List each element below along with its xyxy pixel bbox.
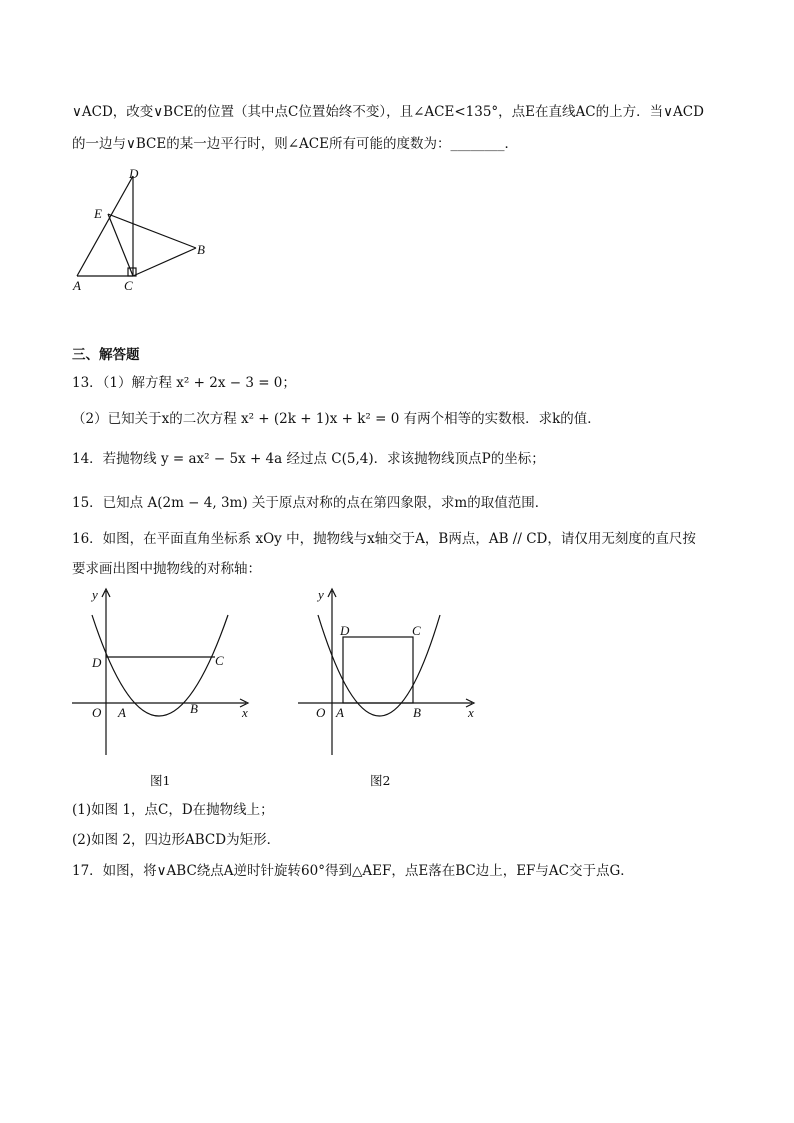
- fig1-label-A: A: [118, 705, 126, 720]
- q14: 14．若抛物线 y = ax² − 5x + 4a 经过点 C(5,4)．求该抛物线顶点P的坐标；: [72, 451, 545, 467]
- text-line-2: 的一边与∨BCE的某一边平行时，则∠ACE所有可能的度数为：________．: [72, 136, 518, 152]
- text-line-1: ∨ACD，改变∨BCE的位置（其中点C位置始终不变），且∠ACE<135°，点E在直线AC的上方．当∨ACD: [72, 104, 704, 120]
- label-B: B: [197, 242, 205, 257]
- fig1-label-x: x: [242, 705, 248, 720]
- fig1-caption: 图1: [150, 773, 171, 788]
- label-D: D: [129, 166, 139, 181]
- figure-1: [70, 585, 260, 795]
- q13-part2: （2）已知关于x的二次方程 x² + (2k + 1)x + k² = 0 有两个相等的实数根．求k的值．: [72, 411, 601, 427]
- fig1-label-D: D: [92, 655, 102, 670]
- q15: 15．已知点 A(2m − 4, 3m) 关于原点对称的点在第四象限，求m的取值范围．: [72, 495, 549, 511]
- fig1-label-C: C: [215, 653, 224, 668]
- fig2-label-O: O: [316, 705, 326, 720]
- label-A: A: [73, 278, 81, 293]
- fig2-label-A: A: [336, 705, 344, 720]
- q17: 17．如图，将∨ABC绕点A逆时针旋转60°得到△AEF，点E落在BC边上，EF与AC交于点G．: [72, 863, 634, 879]
- q16-sub1: (1)如图 1，点C，D在抛物线上；: [72, 802, 274, 818]
- label-E: E: [94, 206, 102, 221]
- figure-2: [292, 585, 482, 795]
- q16-line2: 要求画出图中抛物线的对称轴：: [72, 561, 261, 577]
- fig1-label-O: O: [92, 705, 102, 720]
- q13-part1: 13．（1）解方程 x² + 2x − 3 = 0；: [72, 375, 296, 391]
- fig2-caption: 图2: [370, 773, 391, 788]
- q16-line1: 16．如图，在平面直角坐标系 xOy 中，抛物线与x轴交于A，B两点，AB // CD，请仅用无刻度的直尺按: [72, 531, 696, 547]
- fig2-label-x: x: [468, 705, 474, 720]
- fig2-label-B: B: [413, 705, 421, 720]
- label-C: C: [124, 278, 133, 293]
- fig1-label-y: y: [92, 587, 98, 602]
- section-title: 三、解答题: [72, 347, 140, 363]
- fig1-label-B: B: [190, 701, 198, 716]
- fig2-label-C: C: [412, 623, 421, 638]
- triangle-figure: [60, 160, 240, 300]
- fig2-label-D: D: [340, 623, 350, 638]
- fig2-label-y: y: [318, 587, 324, 602]
- q16-sub2: (2)如图 2，四边形ABCD为矩形．: [72, 832, 281, 848]
